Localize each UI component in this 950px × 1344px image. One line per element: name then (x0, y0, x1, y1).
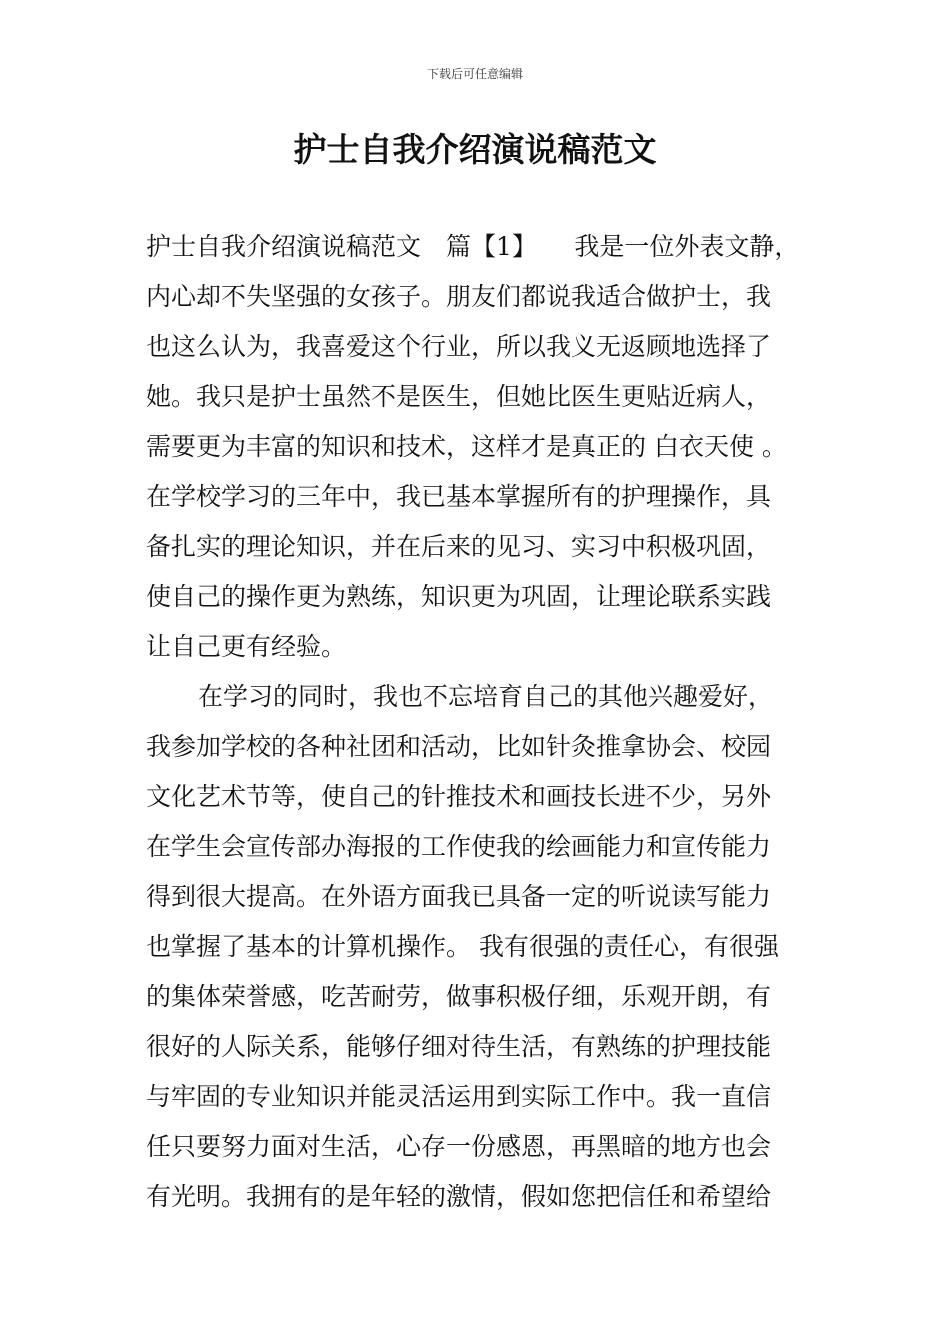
document-title: 护士自我介绍演说稿范文 (293, 130, 657, 169)
paragraph-line: 很好的人际关系，能够仔细对待生活，有熟练的护理技能 (146, 1032, 772, 1061)
paragraph-line: 的集体荣誉感，吃苦耐劳，做事积极仔细，乐观开朗，有 (146, 982, 772, 1011)
paragraph-line: 在学生会宣传部办海报的工作使我的绘画能力和宣传能力 (146, 832, 772, 861)
paragraph-line: 也这么认为，我喜爱这个行业，所以我义无返顾地选择了 (146, 332, 772, 361)
paragraph-line: 任只要努力面对生活，心存一份感恩，再黑暗的地方也会 (146, 1132, 772, 1161)
paragraph-line: 也掌握了基本的计算机操作。 我有很强的责任心，有很强 (146, 932, 779, 961)
document-body (146, 222, 810, 1222)
paragraph-line: 内心却不失坚强的女孩子。朋友们都说我适合做护士，我 (146, 282, 772, 311)
paragraph (146, 222, 810, 672)
paragraph-line: 我参加学校的各种社团和活动，比如针灸推拿协会、校园 (146, 732, 772, 761)
paragraph-line: 在学习的同时，我也不忘培育自己的其他兴趣爱好， (198, 682, 774, 711)
paragraph-line: 让自己更有经验。 (146, 632, 347, 661)
paragraph (146, 672, 810, 1222)
paragraph-line: 与牢固的专业知识并能灵活运用到实际工作中。我一直信 (146, 1082, 772, 1111)
paragraph-line: 使自己的操作更为熟练，知识更为巩固，让理论联系实践 (146, 582, 772, 611)
paragraph-line: 她。我只是护士虽然不是医生，但她比医生更贴近病人， (146, 382, 772, 411)
paragraph-line: 需要更为丰富的知识和技术，这样才是真正的 白衣天使 。 (146, 432, 787, 461)
paragraph-line: 文化艺术节等，使自己的针推技术和画技长进不少，另外 (146, 782, 772, 811)
paragraph-line: 护士自我介绍演说稿范文 篇【1】 我是一位外表文静， (146, 232, 800, 261)
header-note: 下载后可任意编辑 (426, 67, 523, 81)
paragraph-line: 得到很大提高。在外语方面我已具备一定的听说读写能力 (146, 882, 772, 911)
paragraph-line: 有光明。我拥有的是年轻的激情，假如您把信任和希望给 (146, 1182, 772, 1211)
paragraph-line: 在学校学习的三年中，我已基本掌握所有的护理操作，具 (146, 482, 772, 511)
paragraph-line: 备扎实的理论知识，并在后来的见习、实习中积极巩固， (146, 532, 772, 561)
